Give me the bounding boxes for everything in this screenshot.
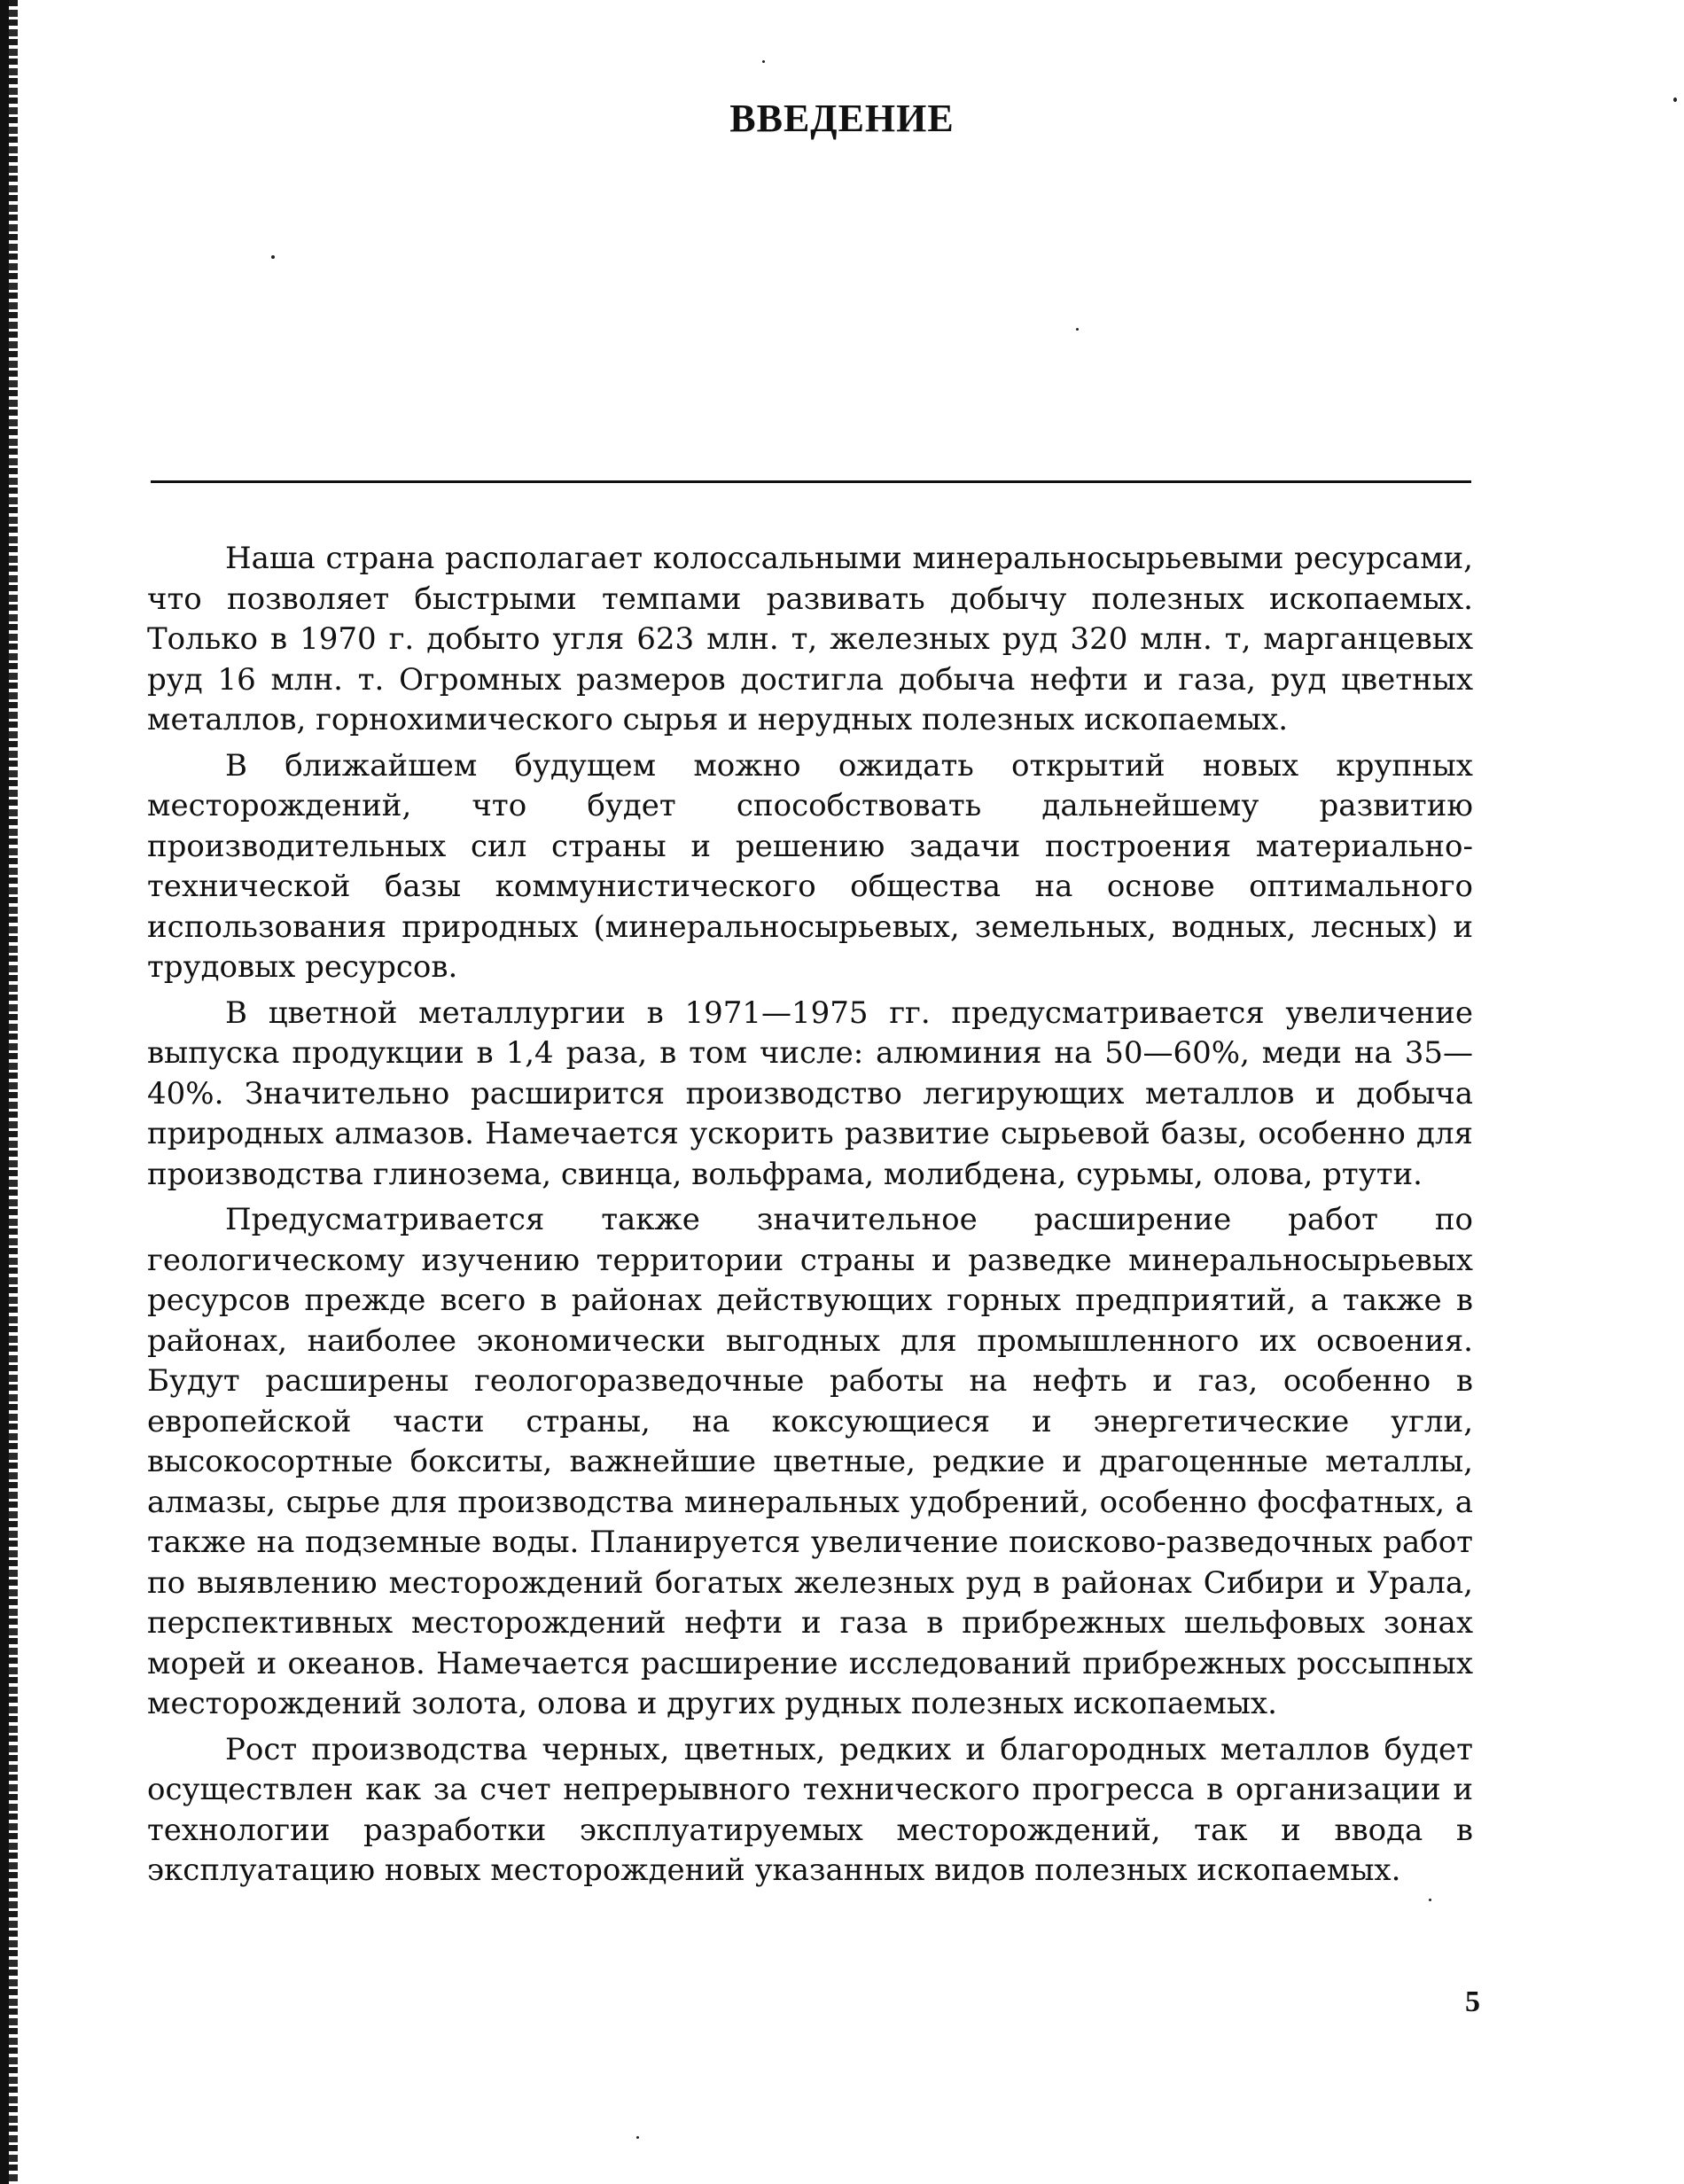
- page-title: ВВЕДЕНИЕ: [729, 97, 955, 140]
- paragraph: В цветной металлургии в 1971—1975 гг. предусматривается увеличение выпуска продукции в 1,4 раза, в том числе: алюминия на 50—60%, меди на 35—40%. Значительно расширится производство легирующих металлов и добыча природных алмазов. Намечается ускорить развитие сырьевой базы, особенно для производства глинозема, свинца, вольфрама, молибдена, сурьмы, олова, ртути.: [147, 994, 1473, 1192]
- section-divider: [151, 480, 1471, 483]
- paragraph: Наша страна располагает колоссальными минеральносырьевыми ресурсами, что позволяет быстрыми темпами развивать добычу полезных ископаемых. Только в 1970 г. добыто угля 623 млн. т, железных руд 320 млн. т, марганцевых руд 16 млн. т. Огромных размеров достигла добыча нефти и газа, руд цветных металлов, горнохимического сырья и нерудных полезных ископаемых.: [147, 541, 1473, 737]
- scan-speck: [1076, 328, 1079, 331]
- paragraph: В ближайшем будущем можно ожидать открытий новых крупных месторождений, что будет способствовать дальнейшему развитию производительных сил страны и решению задачи построения материально-технической базы коммунистического общества на основе оптимального использования природных (минеральносырьевых, земельных, водных, лесных) и трудовых ресурсов.: [147, 747, 1473, 985]
- scan-speck: [1673, 98, 1677, 102]
- paragraph: Предусматривается также значительное расширение работ по геологическому изучению территории страны и разведке минеральносырьевых ресурсов прежде всего в районах действующих горных предприятий, а также в районах, наиболее экономически выгодных для промышленного их освоения. Будут расширены геологоразведочные работы на нефть и газ, особенно в европейской части страны, на коксующиеся и энергетические угли, высокосортные бокситы, важнейшие цветные, редкие и драгоценные металлы, алмазы, сырье для производства минеральных удобрений, особенно фосфатных, а также на подземные воды. Планируется увеличение поисково-разведочных работ по выявлению месторождений богатых железных руд в районах Сибири и Урала, перспективных месторождений нефти и газа в прибрежных шельфовых зонах морей и океанов. Намечается расширение исследований прибрежных россыпных месторождений золота, олова и других рудных полезных ископаемых.: [147, 1202, 1473, 1721]
- scan-speck: [1429, 1899, 1431, 1901]
- paragraph: Рост производства черных, цветных, редких и благородных металлов будет осуществлен как за счет непрерывного технического прогресса в организации и технологии разработки эксплуатируемых месторождений, так и ввода в эксплуатацию новых месторождений указанных видов полезных ископаемых.: [147, 1731, 1473, 1888]
- scan-speck: [636, 2136, 639, 2139]
- scan-speck: [271, 255, 275, 259]
- scan-edge-texture: [9, 0, 18, 2184]
- page-number: 5: [1465, 1985, 1480, 2018]
- scan-speck: [762, 60, 765, 63]
- body-text: [147, 539, 1473, 1897]
